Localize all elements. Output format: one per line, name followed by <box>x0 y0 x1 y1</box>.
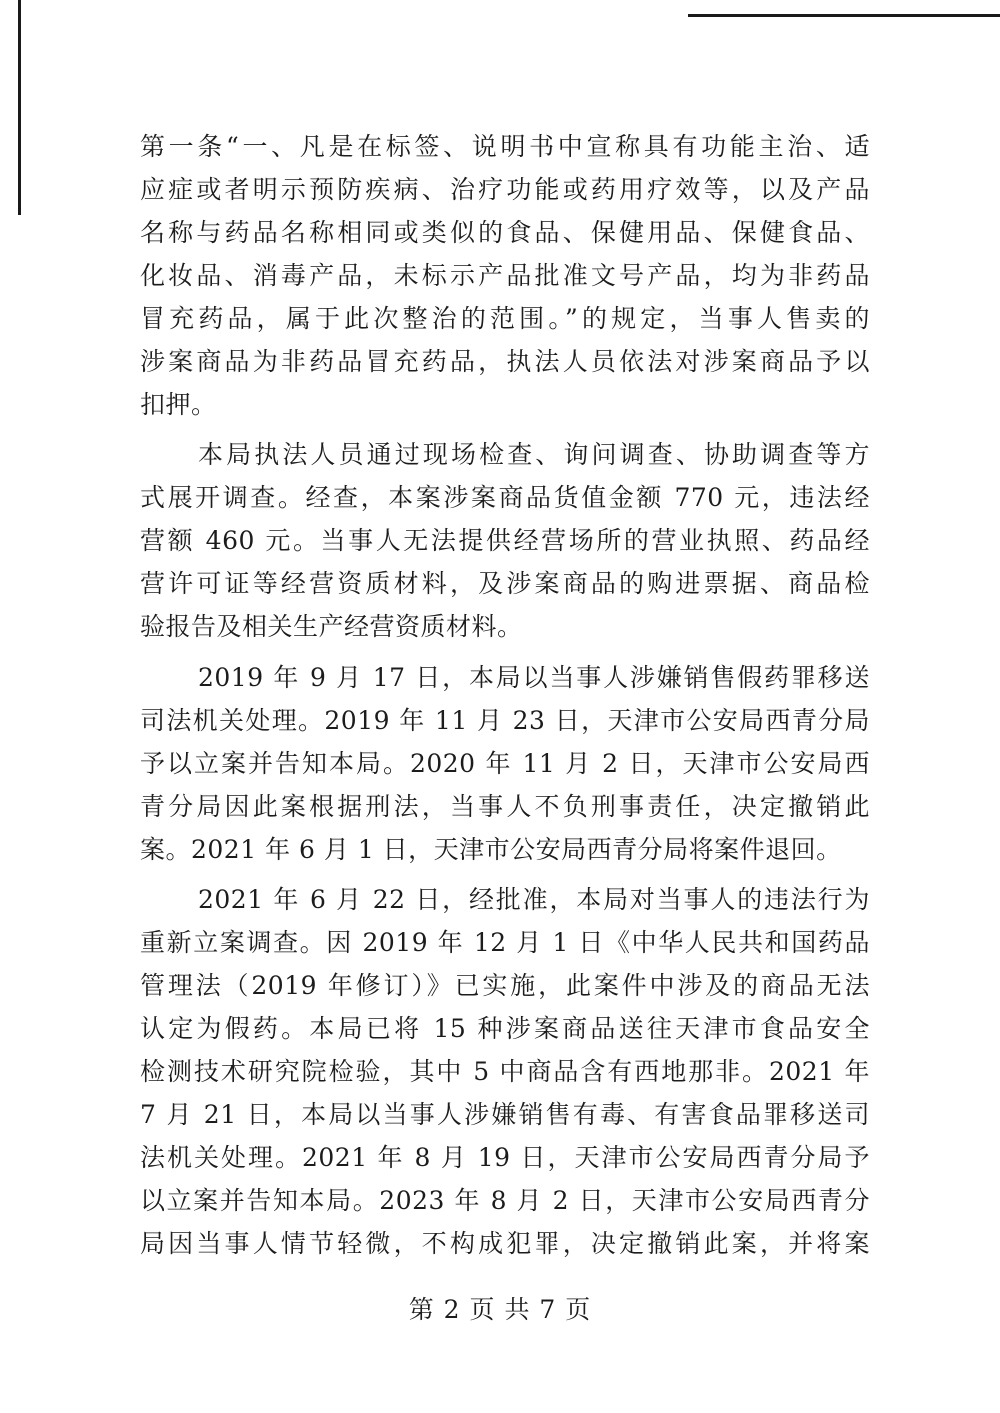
page-footer: 第 2 页 共 7 页 <box>408 1295 592 1324</box>
paragraph-1-line-5: 冒充药品，属于此次整治的范围。”的规定，当事人售卖的 <box>140 303 870 333</box>
paragraph-1-line-6: 涉案商品为非药品冒充药品，执法人员依法对涉案商品予以 <box>140 346 870 376</box>
paragraph-4-line-7: 法机关处理。2021 年 8 月 19 日，天津市公安局西青分局予 <box>140 1143 870 1173</box>
paragraph-4-line-6: 7 月 21 日，本局以当事人涉嫌销售有毒、有害食品罪移送司 <box>140 1100 870 1130</box>
scan-edge-left <box>18 0 21 215</box>
paragraph-4-line-8: 以立案并告知本局。2023 年 8 月 2 日，天津市公安局西青分 <box>140 1186 870 1216</box>
paragraph-3-line-4: 青分局因此案根据刑法，当事人不负刑事责任，决定撤销此 <box>140 791 870 821</box>
paragraph-2-line-1: 本局执法人员通过现场检查、询问调查、协助调查等方 <box>198 440 870 470</box>
paragraph-2-line-2: 式展开调查。经查，本案涉案商品货值金额 770 元，违法经 <box>140 483 870 513</box>
paragraph-4-line-1: 2021 年 6 月 22 日，经批准，本局对当事人的违法行为 <box>198 885 870 915</box>
paragraph-2-line-3: 营额 460 元。当事人无法提供经营场所的营业执照、药品经 <box>140 526 870 556</box>
paragraph-1-line-3: 名称与药品名称相同或类似的食品、保健用品、保健食品、 <box>140 217 870 247</box>
paragraph-3-line-2: 司法机关处理。2019 年 11 月 23 日，天津市公安局西青分局 <box>140 705 870 735</box>
paragraph-4-line-4: 认定为假药。本局已将 15 种涉案商品送往天津市食品安全 <box>140 1014 870 1044</box>
paragraph-4-line-5: 检测技术研究院检验，其中 5 中商品含有西地那非。2021 年 <box>140 1057 870 1087</box>
paragraph-2-line-4: 营许可证等经营资质材料，及涉案商品的购进票据、商品检 <box>140 569 870 599</box>
paragraph-4-line-9: 局因当事人情节轻微，不构成犯罪，决定撤销此案，并将案 <box>140 1229 870 1258</box>
paragraph-1-line-7: 扣押。 <box>140 389 217 419</box>
paragraph-2-line-5: 验报告及相关生产经营资质材料。 <box>140 612 523 642</box>
paragraph-3-line-3: 予以立案并告知本局。2020 年 11 月 2 日，天津市公安局西 <box>140 748 870 778</box>
paragraph-4-line-3: 管理法（2019 年修订）》已实施，此案件中涉及的商品无法 <box>140 971 870 1001</box>
paragraph-3-line-1: 2019 年 9 月 17 日，本局以当事人涉嫌销售假药罪移送 <box>198 662 870 692</box>
scan-edge-top <box>688 14 1000 17</box>
paragraph-1-line-4: 化妆品、消毒产品，未标示产品批准文号产品，均为非药品 <box>140 260 870 290</box>
paragraph-1-line-1: 第一条“一、凡是在标签、说明书中宣称具有功能主治、适 <box>140 132 870 161</box>
paragraph-1-line-2: 应症或者明示预防疾病、治疗功能或药用疗效等，以及产品 <box>140 174 870 204</box>
paragraph-4-line-2: 重新立案调查。因 2019 年 12 月 1 日《中华人民共和国药品 <box>140 928 870 958</box>
paragraph-3-line-5: 案。2021 年 6 月 1 日，天津市公安局西青分局将案件退回。 <box>140 834 842 864</box>
